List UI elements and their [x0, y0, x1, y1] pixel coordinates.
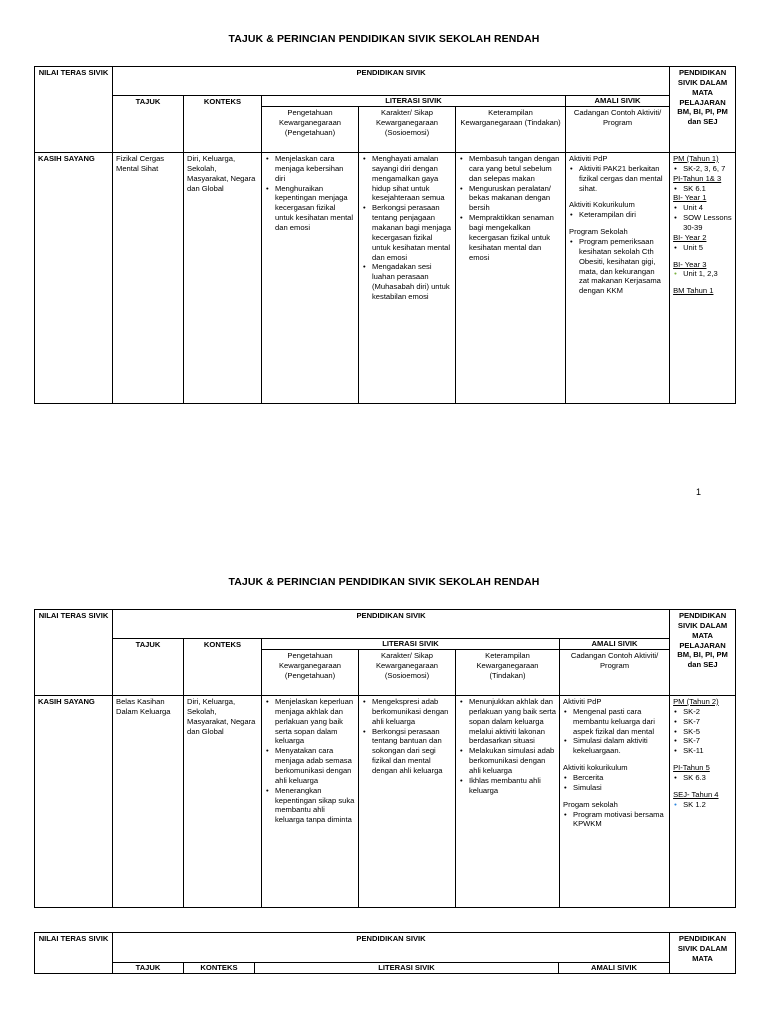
header-cadangan: Cadangan Contoh Aktiviti/ Program [566, 107, 670, 153]
list-item: • Berkongsi perasaan tentang bantuan dan sokongan dari segi fizikal dan mental dengan ahli keluarga [372, 727, 452, 776]
nilai-cell: KASIH SAYANG [35, 153, 113, 404]
koku-title: Aktiviti kokurikulum [563, 763, 628, 773]
tajuk-cell: Belas Kasihan Dalam Keluarga [113, 696, 184, 908]
header-amali: AMALI SIVIK [560, 639, 670, 650]
mata-cell [670, 153, 736, 404]
list-item: • Bercerita [573, 773, 666, 783]
header-tajuk: TAJUK [113, 963, 184, 974]
prog-title: Progam sekolah [563, 799, 618, 809]
list-item: • Mengekspresi adab berkomunikasi dengan ahli keluarga [372, 697, 452, 727]
list-item: • Mengadakan sesi luahan perasaan (Muhasabah diri) untuk kestabilan emosi [372, 262, 452, 301]
list-item: • Menghayati amalan sayangi diri dengan mengamalkan gaya hidup sihat untuk kesejahteraan semua [372, 154, 452, 203]
header-konteks: KONTEKS [184, 96, 262, 153]
header-pendidikan: PENDIDIKAN SIVIK [113, 67, 670, 96]
list-item: • Mengenal pasti cara membantu keluarga dari aspek fizikal dan mental [573, 707, 666, 737]
header-karakter: Karakter/ Sikap Kewarganegaraan (Sosioemosi) [359, 107, 456, 153]
list-item: • Menguruskan peralatan/ bekas makanan dengan bersih [469, 184, 562, 214]
header-mata: PENDIDIKAN SIVIK DALAM MATA PELAJARAN BM, BI, PI, PM dan SEJ [670, 610, 736, 696]
bi3-title: BI- Year 3 [673, 259, 707, 269]
list-item: • SOW Lessons 30-39 [683, 213, 732, 233]
list-item: • Membasuh tangan dengan cara yang betul sebelum dan selepas makan [469, 154, 562, 184]
list-item: • SK-7 [683, 717, 732, 727]
list-item: • Unit 1, 2,3 [683, 269, 732, 279]
list-item: • SK-7 [683, 736, 732, 746]
pengetahuan-cell [262, 153, 359, 404]
header-karakter: Karakter/ Sikap Kewarganegaraan (Sosioemosi) [359, 650, 456, 696]
list-item: • SK-11 [683, 746, 732, 756]
list-item: • SK 6.3 [683, 773, 732, 783]
page-title: TAJUK & PERINCIAN PENDIDIKAN SIVIK SEKOLAH RENDAH [228, 576, 540, 588]
mata-cell [670, 696, 736, 908]
header-literasi: LITERASI SIVIK [262, 639, 560, 650]
header-amali: AMALI SIVIK [559, 963, 670, 974]
header-mata: PENDIDIKAN SIVIK DALAM MATA PELAJARAN BM, BI, PI, PM dan SEJ [670, 67, 736, 153]
header-nilai: NILAI TERAS SIVIK [35, 67, 113, 153]
pdp-title: Aktiviti PdP [569, 154, 608, 163]
list-item: • Melakukan simulasi adab berkomunikasi dengan ahli keluarga [469, 746, 556, 776]
koku-title: Aktiviti Kokurikulum [569, 200, 635, 210]
list-item: • Program motivasi bersama KPWKM [573, 810, 666, 830]
bi1-title: BI- Year 1 [673, 193, 707, 203]
civic-table-1-main [34, 66, 736, 404]
page-number: 1 [696, 487, 702, 497]
header-pengetahuan: Pengetahuan Kewarganegaraan (Pengetahuan) [262, 107, 359, 153]
nilai-cell: KASIH SAYANG [35, 696, 113, 908]
konteks-cell: Diri, Keluarga, Sekolah, Masyarakat, Negara dan Global [184, 696, 262, 908]
header-pengetahuan: Pengetahuan Kewarganegaraan (Pengetahuan) [262, 650, 359, 696]
header-cadangan: Cadangan Contoh Aktiviti/ Program [560, 650, 670, 696]
pi-title: PI-Tahun 1& 3 [673, 173, 722, 183]
pengetahuan-cell [262, 696, 359, 908]
header-pendidikan: PENDIDIKAN SIVIK [113, 933, 670, 963]
bi2-title: BI- Year 2 [673, 232, 707, 242]
list-item: • Aktiviti PAK21 berkaitan fizikal cergas dan mental sihat. [579, 164, 666, 194]
keterampilan-cell [456, 696, 560, 908]
bm-title: BM Tahun 1 [673, 286, 714, 296]
header-literasi: LITERASI SIVIK [262, 96, 566, 107]
pm-title: PM (Tahun 2) [673, 697, 719, 706]
list-item: • SK 1.2 [683, 800, 732, 810]
page-title: TAJUK & PERINCIAN PENDIDIKAN SIVIK SEKOLAH RENDAH [228, 33, 540, 45]
list-item: • SK-5 [683, 727, 732, 737]
list-item: • Simulasi [573, 783, 666, 793]
tajuk-cell: Fizikal Cergas Mental Sihat [113, 153, 184, 404]
list-item: • Mempraktikkan senaman bagi mengekalkan kecergasan fizikal untuk kesihatan mental dan emosi [469, 213, 562, 262]
list-item: • SK 6.1 [683, 184, 732, 194]
list-item: • Menghuraikan kepentingan menjaga kecergasan fizikal untuk kesihatan mental dan emosi [275, 184, 355, 233]
cadangan-cell [566, 153, 670, 404]
list-item: • Menjelaskan keperluan menjaga akhlak dan perlakuan yang baik serta sopan dalam keluarga [275, 697, 355, 746]
header-literasi: LITERASI SIVIK [255, 963, 559, 974]
list-item: • Menjelaskan cara menjaga kebersihan diri [275, 154, 355, 184]
header-konteks: KONTEKS [184, 963, 255, 974]
keterampilan-cell [456, 153, 566, 404]
konteks-cell: Diri, Keluarga, Sekolah, Masyarakat, Negara dan Global [184, 153, 262, 404]
civic-table-2 [34, 609, 736, 908]
list-item: • Program pemeriksaan kesihatan sekolah Cth Obesiti, kesihatan gigi, mata, dan kekurangan zat makanan Kerjasama dengan KKM [579, 237, 666, 296]
sej-title: SEJ- Tahun 4 [673, 789, 719, 799]
karakter-cell [359, 153, 456, 404]
pm-title: PM (Tahun 1) [673, 154, 719, 163]
karakter-cell [359, 696, 456, 908]
header-keterampilan: Keterampilan Kewarganegaraan (Tindakan) [456, 107, 566, 153]
list-item: • Ikhlas membantu ahli keluarga [469, 776, 556, 796]
list-item: • Unit 5 [683, 243, 732, 253]
pdp-title: Aktiviti PdP [563, 697, 602, 706]
list-item: • Berkongsi perasaan tentang penjagaan makanan bagi menjaga kecergasan fizikal untuk kesihatan mental dan emosi [372, 203, 452, 262]
header-amali: AMALI SIVIK [566, 96, 670, 107]
header-mata: PENDIDIKAN SIVIK DALAM MATA [670, 933, 736, 974]
header-konteks: KONTEKS [184, 639, 262, 696]
cadangan-cell [560, 696, 670, 908]
civic-table-3-header [34, 932, 736, 974]
list-item: • Simulasi dalam aktiviti kekeluargaan. [573, 736, 666, 756]
list-item: • Unit 4 [683, 203, 732, 213]
list-item: • Menyatakan cara menjaga adab semasa berkomunikasi dengan ahli keluarga [275, 746, 355, 785]
list-item: • Menerangkan kepentingan sikap suka membantu ahli keluarga tanpa diminta [275, 786, 355, 825]
list-item: • Menunjukkan akhlak dan perlakuan yang baik serta sopan dalam keluarga melalui aktiviti lakonan berdasarkan situasi [469, 697, 556, 746]
header-nilai: NILAI TERAS SIVIK [35, 933, 113, 974]
header-tajuk: TAJUK [113, 96, 184, 153]
list-item: • Keterampilan diri [579, 210, 666, 220]
prog-title: Program Sekolah [569, 227, 628, 237]
header-pendidikan: PENDIDIKAN SIVIK [113, 610, 670, 639]
header-nilai: NILAI TERAS SIVIK [35, 610, 113, 696]
pi-title: PI-Tahun 5 [673, 763, 710, 773]
header-keterampilan: Keterampilan Kewarganegaraan (Tindakan) [456, 650, 560, 696]
list-item: • SK-2 [683, 707, 732, 717]
header-tajuk: TAJUK [113, 639, 184, 696]
list-item: • SK-2, 3, 6, 7 [683, 164, 732, 174]
